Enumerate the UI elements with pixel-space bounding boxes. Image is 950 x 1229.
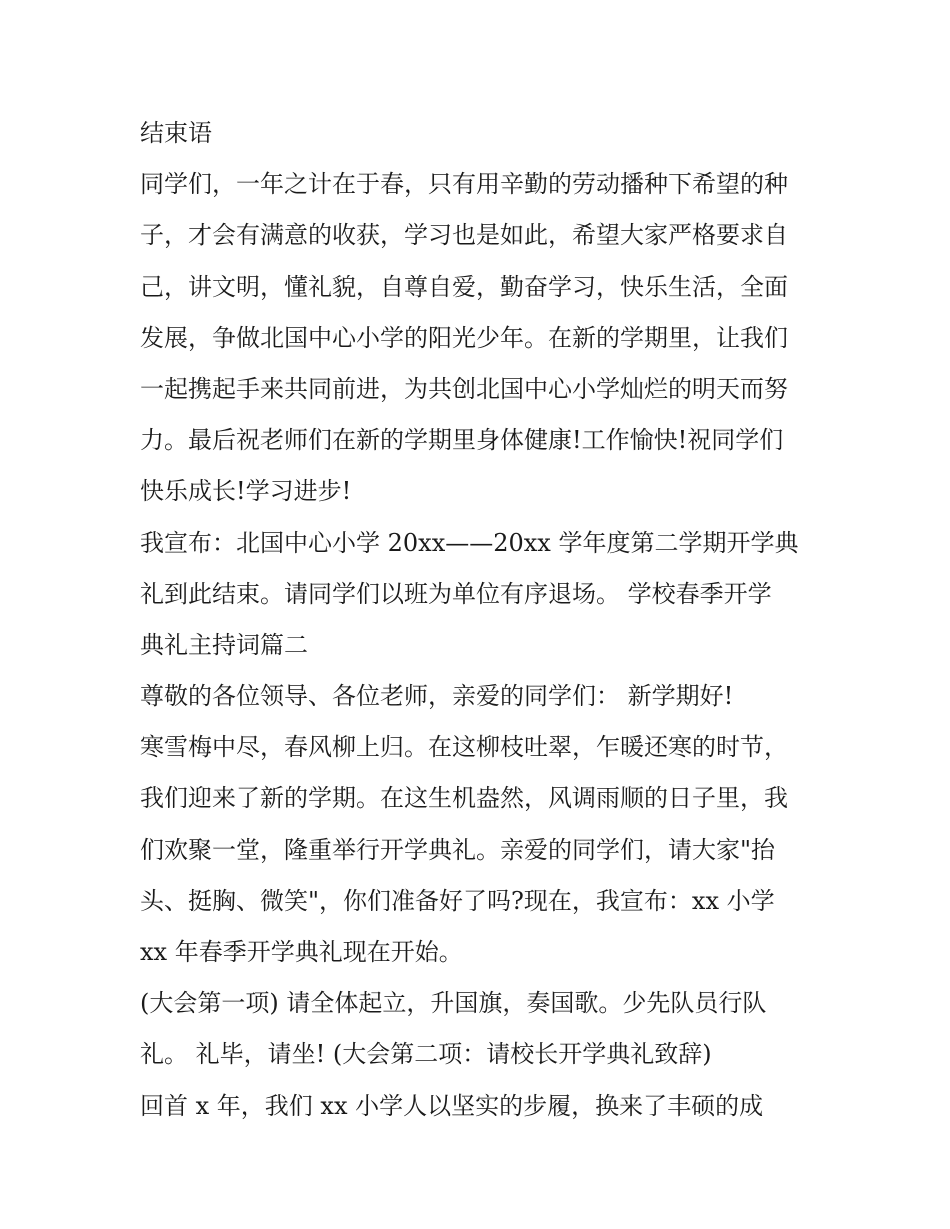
- paragraph-line: 礼。 礼毕，请坐! (大会第二项：请校长开学典礼致辞): [140, 1040, 712, 1069]
- paragraph-line: (大会第一项) 请全体起立，升国旗，奏国歌。少先队员行队: [140, 989, 767, 1018]
- section-heading: 典礼主持词篇二: [140, 630, 308, 659]
- paragraph-line: 们欢聚一堂，隆重举行开学典礼。亲爱的同学们，请大家"抬: [140, 835, 776, 864]
- paragraph-line: 尊敬的各位领导、各位老师，亲爱的同学们： 新学期好!: [140, 682, 734, 711]
- paragraph-line: 回首 x 年，我们 xx 小学人以坚实的步履，换来了丰硕的成: [140, 1091, 764, 1120]
- section-heading: 结束语: [140, 119, 212, 147]
- paragraph-line: 发展，争做北国中心小学的阳光少年。在新的学期里，让我们: [140, 323, 788, 352]
- paragraph-line: 一起携起手来共同前进，为共创北国中心小学灿烂的明天而努: [140, 374, 788, 403]
- paragraph-line: 我们迎来了新的学期。在这生机盎然，风调雨顺的日子里，我: [140, 784, 788, 813]
- document-body: [140, 108, 820, 1132]
- paragraph-line: 同学们，一年之计在于春，只有用辛勤的劳动播种下希望的种: [140, 170, 788, 199]
- paragraph-line: 力。最后祝老师们在新的学期里身体健康!工作愉快!祝同学们: [140, 426, 784, 455]
- paragraph-line: 己，讲文明，懂礼貌，自尊自爱，勤奋学习，快乐生活，全面: [140, 272, 788, 301]
- paragraph-line: 礼到此结束。请同学们以班为单位有序退场。 学校春季开学: [140, 579, 772, 608]
- paragraph-line: 头、挺胸、微笑"，你们准备好了吗?现在，我宣布：xx 小学: [140, 886, 775, 915]
- paragraph-line: 子，才会有满意的收获，学习也是如此，希望大家严格要求自: [140, 221, 788, 250]
- paragraph-line: 快乐成长!学习进步!: [140, 477, 352, 506]
- paragraph-line: 我宣布：北国中心小学 20xx——20xx 学年度第二学期开学典: [140, 528, 799, 557]
- paragraph-line: 寒雪梅中尽，春风柳上归。在这柳枝吐翠，乍暖还寒的时节，: [140, 733, 788, 762]
- paragraph-line: xx 年春季开学典礼现在开始。: [140, 938, 463, 966]
